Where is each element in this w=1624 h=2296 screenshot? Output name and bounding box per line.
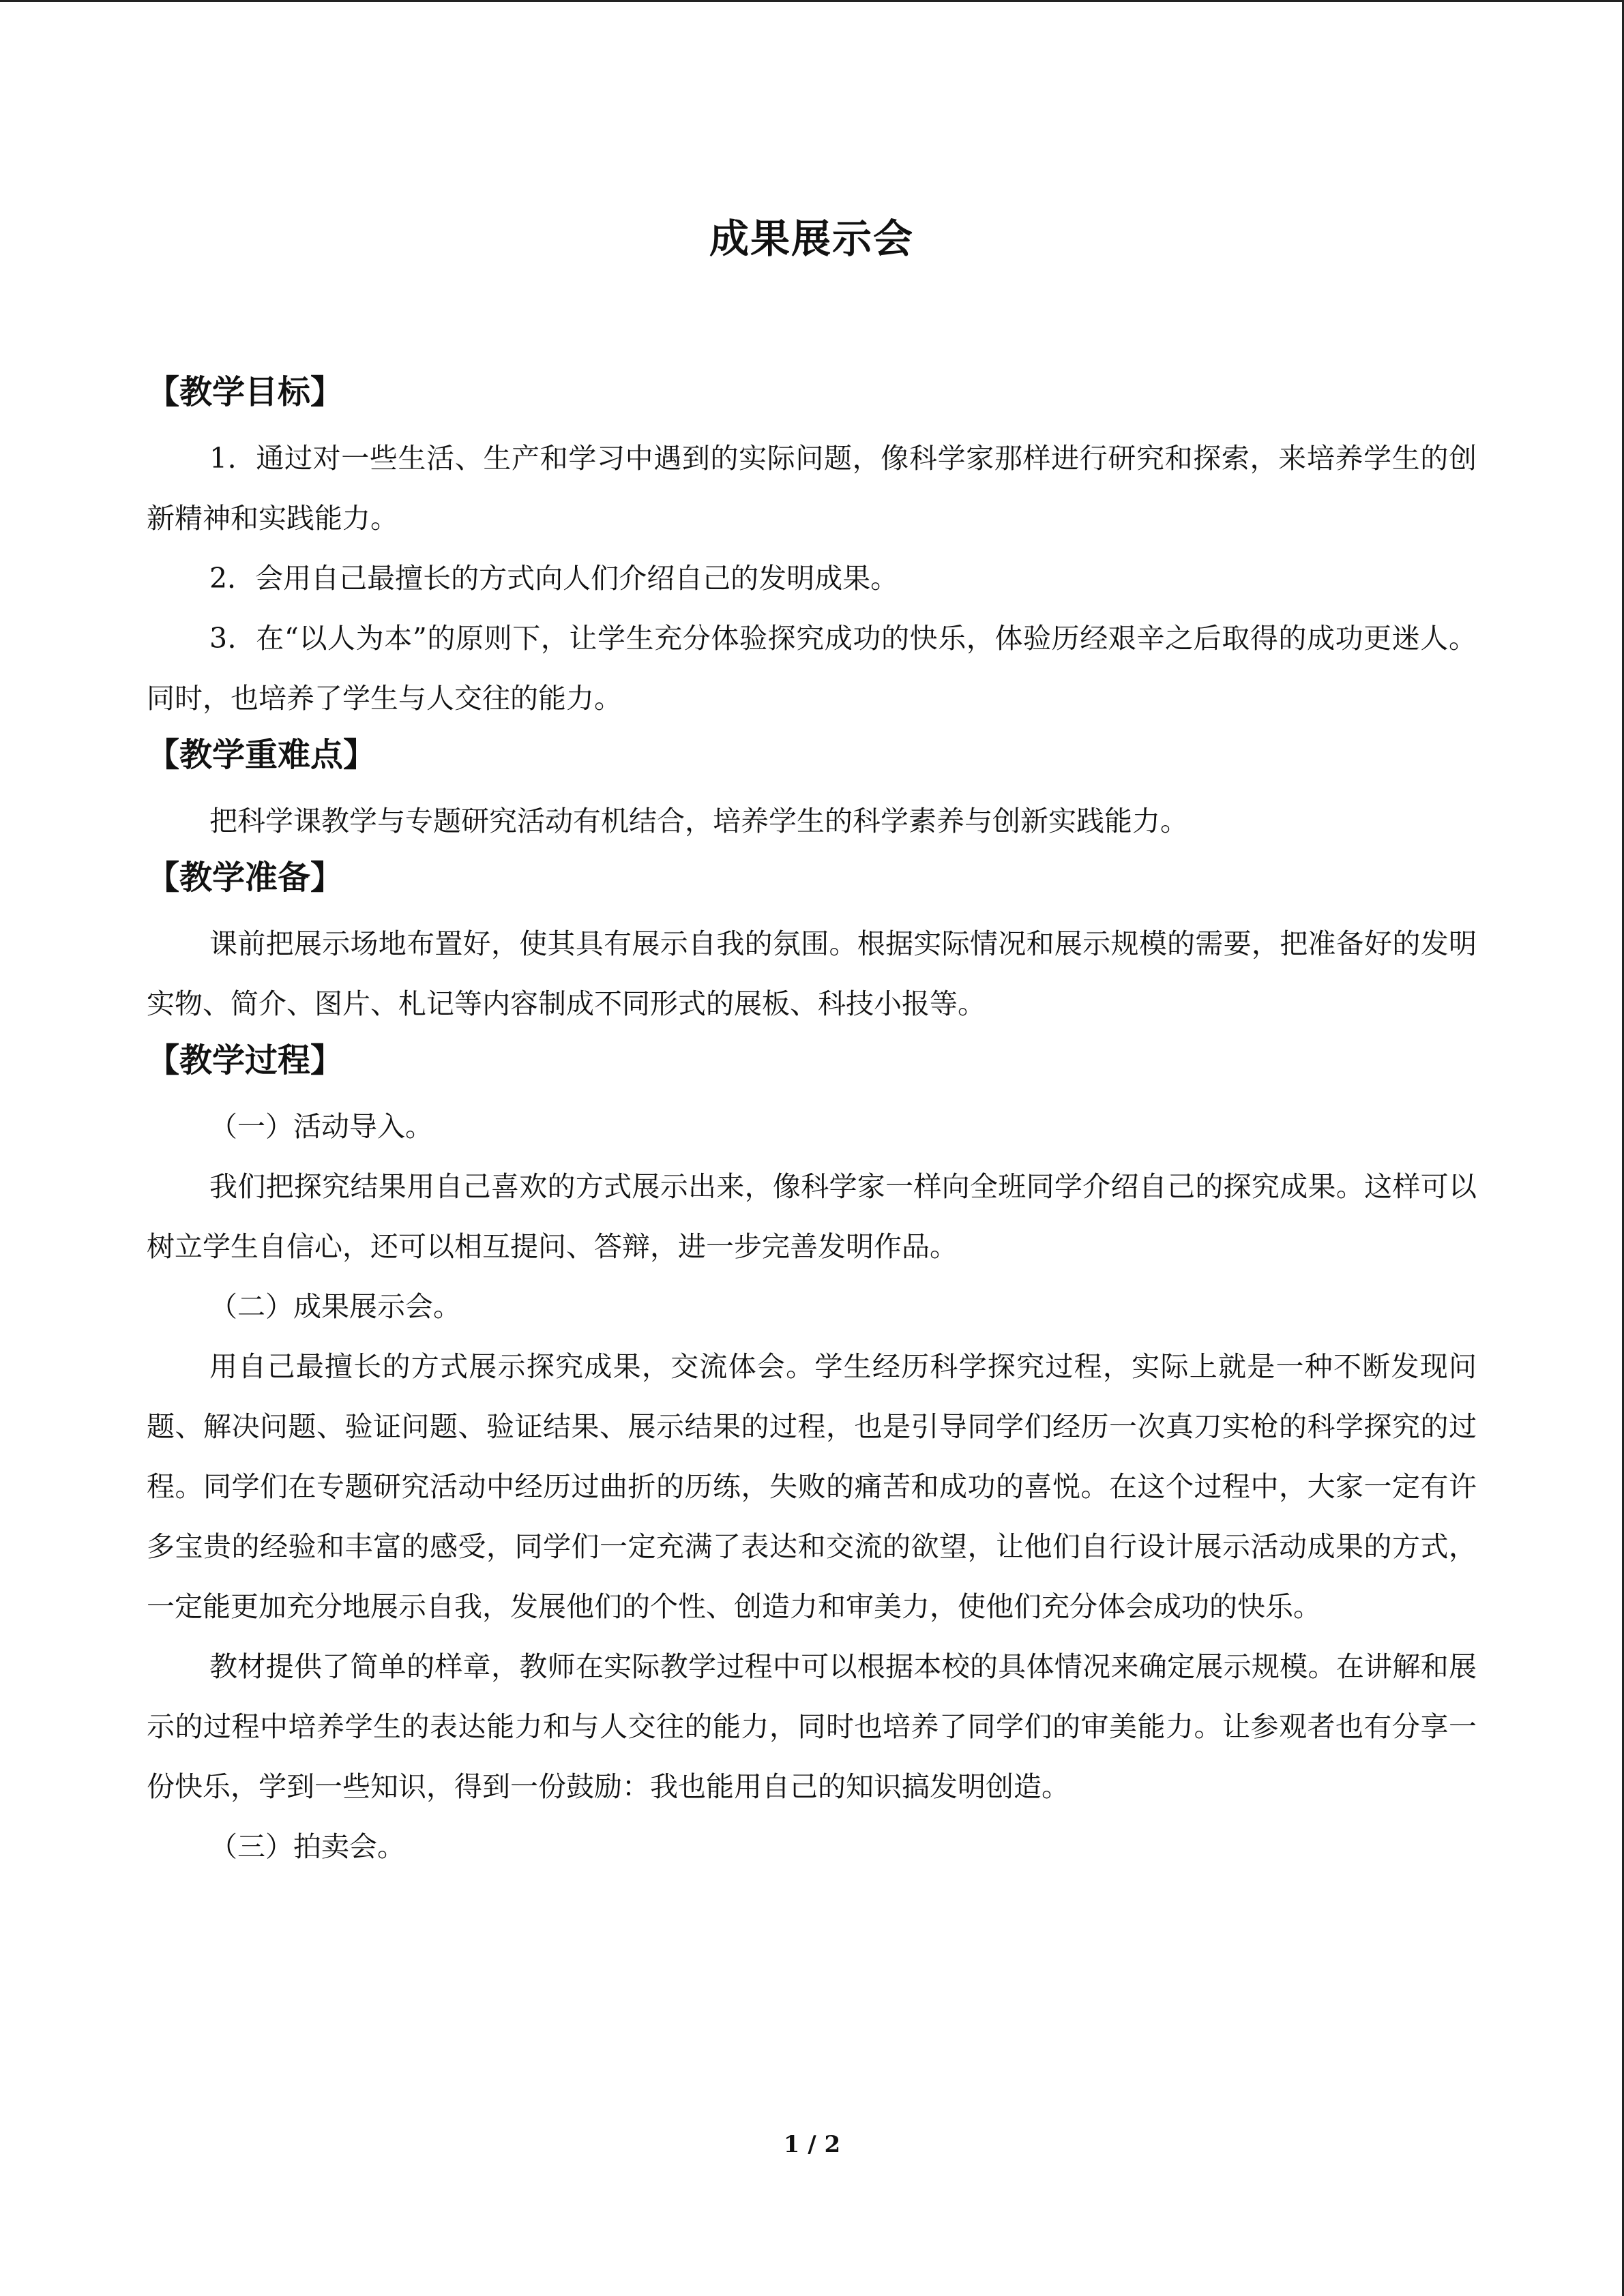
process-heading: 【教学过程】 xyxy=(147,1041,344,1079)
process-paragraph: 教材提供了简单的样章，教师在实际教学过程中可以根据本校的具体情况来确定展示规模。在讲解和展示的过程中培养学生的表达能力和与人交往的能力，同时也培养了同学们的审美能力。让参观者也有分享一份快乐，学到一些知识，得到一份鼓励：我也能用自己的知识搞发明创造。 xyxy=(147,1650,1477,1803)
page-top-border xyxy=(0,0,1624,2)
objective-item-3: 3．在“以人为本”的原则下，让学生充分体验探究成功的快乐，体验历经艰辛之后取得的成功更迷人。同时，也培养了学生与人交往的能力。 xyxy=(147,622,1477,715)
key-points-heading: 【教学重难点】 xyxy=(147,736,377,774)
preparation-heading: 【教学准备】 xyxy=(147,859,344,897)
process-paragraph: 我们把探究结果用自己喜欢的方式展示出来，像科学家一样向全班同学介绍自己的探究成果。这样可以树立学生自信心，还可以相互提问、答辩，进一步完善发明作品。 xyxy=(147,1170,1477,1263)
key-points-text: 把科学课教学与专题研究活动有机结合，培养学生的科学素养与创新实践能力。 xyxy=(209,805,1188,837)
objectives-heading: 【教学目标】 xyxy=(147,373,344,411)
preparation-text: 课前把展示场地布置好，使其具有展示自我的氛围。根据实际情况和展示规模的需要，把准备好的发明实物、简介、图片、札记等内容制成不同形式的展板、科技小报等。 xyxy=(147,927,1477,1020)
document-title: 成果展示会 xyxy=(709,215,914,262)
title-spacer xyxy=(147,266,1477,368)
page-number: 1 / 2 xyxy=(783,2131,841,2158)
process-paragraph: 用自己最擅长的方式展示探究成果，交流体会。学生经历科学探究过程，实际上就是一种不断发现问题、解决问题、验证问题、验证结果、展示结果的过程，也是引导同学们经历一次真刀实枪的科学探究的过程。同学们在专题研究活动中经历过曲折的历练，失败的痛苦和成功的喜悦。在这个过程中，大家一定有许多宝贵的经验和丰富的感受，同学们一定充满了表达和交流的欲望，让他们自行设计展示活动成果的方式，一定能更加充分地展示自我，发展他们的个性、创造力和审美力，使他们充分体会成功的快乐。 xyxy=(147,1350,1477,1623)
objective-item-1: 1．通过对一些生活、生产和学习中遇到的实际问题，像科学家那样进行研究和探索，来培养学生的创新精神和实践能力。 xyxy=(147,442,1477,535)
objective-item-2: 2．会用自己最擅长的方式向人们介绍自己的发明成果。 xyxy=(209,562,899,595)
process-step-heading-1: （一）活动导入。 xyxy=(209,1110,433,1143)
process-step-heading-3: （三）拍卖会。 xyxy=(209,1830,405,1863)
process-step-heading-2: （二）成果展示会。 xyxy=(209,1290,461,1323)
document-body xyxy=(147,198,1477,1877)
